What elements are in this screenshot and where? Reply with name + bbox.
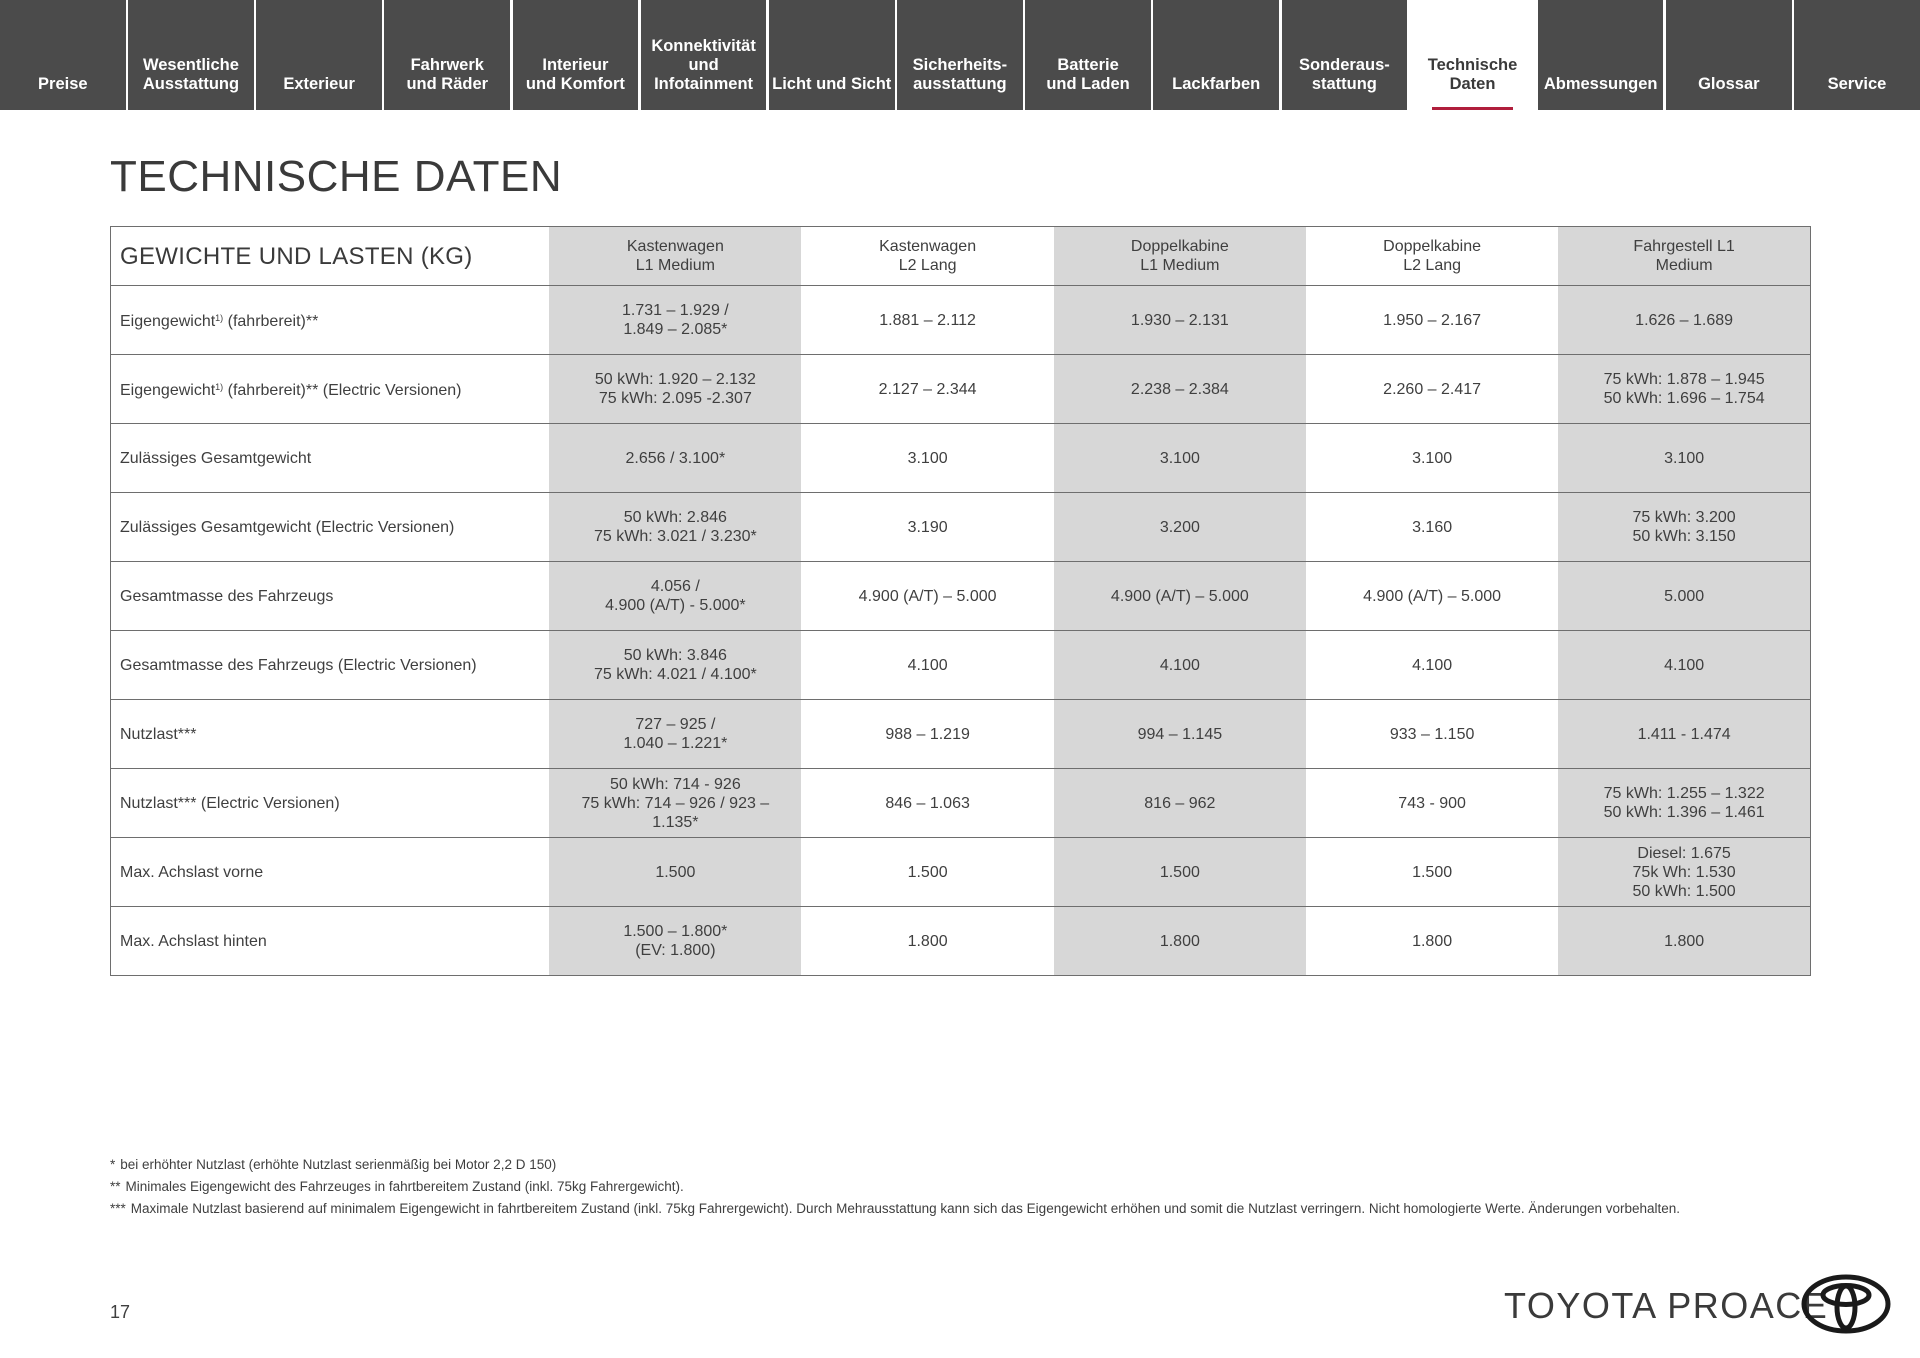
table-row [111,286,1811,355]
table-cell: Diesel: 1.675 75k Wh: 1.530 50 kWh: 1.500 [1558,838,1810,907]
table-cell: 3.100 [1306,424,1558,493]
table-row [111,493,1811,562]
column-header: Fahrgestell L1 Medium [1558,227,1810,286]
table-cell: 4.100 [1306,631,1558,700]
column-header: Doppelkabine L2 Lang [1306,227,1558,286]
table-cell: 4.900 (A/T) – 5.000 [1306,562,1558,631]
tab-label: Exterieur [283,75,355,93]
row-label [111,286,550,355]
column-header: Kastenwagen L2 Lang [801,227,1053,286]
table-cell: 3.160 [1306,493,1558,562]
table-body [111,286,1811,976]
section-header: GEWICHTE UND LASTEN (KG) [111,227,550,286]
row-label-suffix: (fahrbereit)** (Electric Versionen) [223,382,462,399]
row-label [111,424,550,493]
tab-service[interactable] [1794,0,1920,110]
tab-label: Interieur und Komfort [525,56,625,93]
table-cell: 1.800 [1306,907,1558,976]
tab-exterieur[interactable] [256,0,382,110]
footnotes [110,1155,1800,1221]
table-cell: 3.100 [1558,424,1810,493]
toyota-logo-icon [1801,1274,1891,1334]
row-label [111,700,550,769]
table-row [111,631,1811,700]
tab-sonderaus-stattung[interactable] [1282,0,1408,110]
row-label-text: Gesamtmasse des Fahrzeugs [120,587,334,605]
table-cell: 933 – 1.150 [1306,700,1558,769]
table-cell: 4.100 [801,631,1053,700]
table-cell: 4.900 (A/T) – 5.000 [1054,562,1306,631]
table-row [111,700,1811,769]
table-cell: 1.800 [1054,907,1306,976]
row-label-text: Eigengewicht [120,313,216,330]
footnote [110,1199,1800,1219]
table-row [111,424,1811,493]
footnote [110,1155,1800,1175]
footnote-mark: ** [110,1179,121,1194]
table-header-row [111,227,1811,286]
tab-label: Abmessungen [1543,75,1658,93]
tab-preise[interactable] [0,0,126,110]
tab-label: Technische Daten [1427,56,1518,93]
tab-technische-daten[interactable] [1410,0,1536,110]
tab-label: Sicherheits- ausstattung [912,56,1008,93]
row-label-superscript: 1) [215,313,224,323]
table-cell: 50 kWh: 714 - 926 75 kWh: 714 – 926 / 923 – 1.135* [549,769,801,838]
table-cell: 1.500 [801,838,1053,907]
footnote-text: bei erhöhter Nutzlast (erhöhte Nutzlast serienmäßig bei Motor 2,2 D 150) [120,1157,557,1172]
tab-label: Glossar [1698,75,1760,93]
tab-label: Wesentliche Ausstattung [142,56,240,93]
active-tab-indicator [1432,107,1514,110]
tab-wesentliche-ausstattung[interactable] [128,0,254,110]
tab-label: Service [1827,75,1887,93]
table-cell: 1.930 – 2.131 [1054,286,1306,355]
table-cell: 75 kWh: 1.878 – 1.945 50 kWh: 1.696 – 1.754 [1558,355,1810,424]
table-cell: 1.800 [1558,907,1810,976]
table-cell: 1.731 – 1.929 / 1.849 – 2.085* [549,286,801,355]
row-label-text: Max. Achslast vorne [120,863,264,881]
row-label [111,769,550,838]
row-label-text: Gesamtmasse des Fahrzeugs (Electric Versionen) [120,656,477,674]
table-cell: 1.500 [1054,838,1306,907]
table-cell: 743 - 900 [1306,769,1558,838]
table-cell: 1.950 – 2.167 [1306,286,1558,355]
table-cell: 2.238 – 2.384 [1054,355,1306,424]
footnote-text: Minimales Eigengewicht des Fahrzeuges in fahrtbereitem Zustand (inkl. 75kg Fahrergewicht). [125,1179,684,1194]
tab-label: Fahrwerk und Räder [406,56,489,93]
table-cell: 3.190 [801,493,1053,562]
table-row [111,907,1811,976]
table-cell: 1.500 [1306,838,1558,907]
table-cell: 2.260 – 2.417 [1306,355,1558,424]
row-label [111,907,550,976]
table-cell: 3.100 [1054,424,1306,493]
table-cell: 75 kWh: 1.255 – 1.322 50 kWh: 1.396 – 1.461 [1558,769,1810,838]
tab-lackfarben[interactable] [1153,0,1279,110]
tab-abmessungen[interactable] [1538,0,1664,110]
table-cell: 727 – 925 / 1.040 – 1.221* [549,700,801,769]
tab-glossar[interactable] [1666,0,1792,110]
table-cell: 1.800 [801,907,1053,976]
row-label-text: Eigengewicht [120,382,216,399]
row-label-text: Max. Achslast hinten [120,932,267,950]
table-row [111,562,1811,631]
table-cell: 1.411 - 1.474 [1558,700,1810,769]
tab-label: Konnektivität und Infotainment [651,37,756,93]
row-label-text: Zulässiges Gesamtgewicht (Electric Versionen) [120,518,455,536]
table-cell: 50 kWh: 1.920 – 2.132 75 kWh: 2.095 -2.307 [549,355,801,424]
table-row [111,838,1811,907]
table-cell: 2.127 – 2.344 [801,355,1053,424]
row-label [111,631,550,700]
row-label [111,838,550,907]
table-cell: 994 – 1.145 [1054,700,1306,769]
table-cell: 50 kWh: 2.846 75 kWh: 3.021 / 3.230* [549,493,801,562]
tab-interieur-und-komfort[interactable] [513,0,639,110]
table-cell: 4.900 (A/T) – 5.000 [801,562,1053,631]
tab-fahrwerk-und-raeder[interactable] [384,0,510,110]
footnote-mark: *** [110,1201,126,1216]
footnote [110,1177,1800,1197]
column-header: Kastenwagen L1 Medium [549,227,801,286]
row-label [111,355,550,424]
table-cell: 1.500 [549,838,801,907]
table-cell: 1.500 – 1.800* (EV: 1.800) [549,907,801,976]
table-cell: 846 – 1.063 [801,769,1053,838]
tab-licht-und-sicht[interactable] [769,0,895,110]
column-header: Doppelkabine L1 Medium [1054,227,1306,286]
tab-label: Lackfarben [1172,75,1261,93]
footnote-mark: * [110,1157,116,1172]
brand-name: TOYOTA PROACE [1504,1285,1829,1326]
row-label [111,493,550,562]
table-cell: 1.626 – 1.689 [1558,286,1810,355]
tab-label: Licht und Sicht [772,75,892,93]
top-navigation [0,0,1920,110]
table-cell: 3.200 [1054,493,1306,562]
tab-sicherheits-ausstattung[interactable] [897,0,1023,110]
tab-label: Preise [38,75,88,93]
table-row [111,769,1811,838]
table-cell: 4.056 / 4.900 (A/T) - 5.000* [549,562,801,631]
table-cell: 3.100 [801,424,1053,493]
table-cell: 4.100 [1054,631,1306,700]
table-cell: 50 kWh: 3.846 75 kWh: 4.021 / 4.100* [549,631,801,700]
table-cell: 816 – 962 [1054,769,1306,838]
weights-table [110,226,1811,976]
row-label-text: Zulässiges Gesamtgewicht [120,449,312,467]
table-cell: 988 – 1.219 [801,700,1053,769]
row-label [111,562,550,631]
table-cell: 2.656 / 3.100* [549,424,801,493]
row-label-superscript: 1) [215,382,224,392]
tab-label: Batterie und Laden [1046,56,1130,93]
page-title: TECHNISCHE DATEN [110,152,563,201]
table-cell: 4.100 [1558,631,1810,700]
row-label-text: Nutzlast*** [120,725,197,743]
tab-batterie-und-laden[interactable] [1025,0,1151,110]
tab-konnektivitaet-und-infotainment[interactable] [641,0,767,110]
table-cell: 1.881 – 2.112 [801,286,1053,355]
tab-label: Sonderaus- stattung [1298,56,1390,93]
page-number: 17 [110,1302,131,1322]
row-label-suffix: (fahrbereit)** [223,313,319,330]
footnote-text: Maximale Nutzlast basierend auf minimalem Eigengewicht in fahrtbereitem Zustand (inkl. 75kg Fahrergewicht). Durch Mehrausstattung kann sich das Eigengewicht erhöhen und somit die Nutzlast verringern. Nicht homologierte Werte. Änderungen vorbehalten. [130,1201,1681,1216]
table-row [111,355,1811,424]
table-cell: 75 kWh: 3.200 50 kWh: 3.150 [1558,493,1810,562]
row-label-text: Nutzlast*** (Electric Versionen) [120,794,340,812]
table-cell: 5.000 [1558,562,1810,631]
